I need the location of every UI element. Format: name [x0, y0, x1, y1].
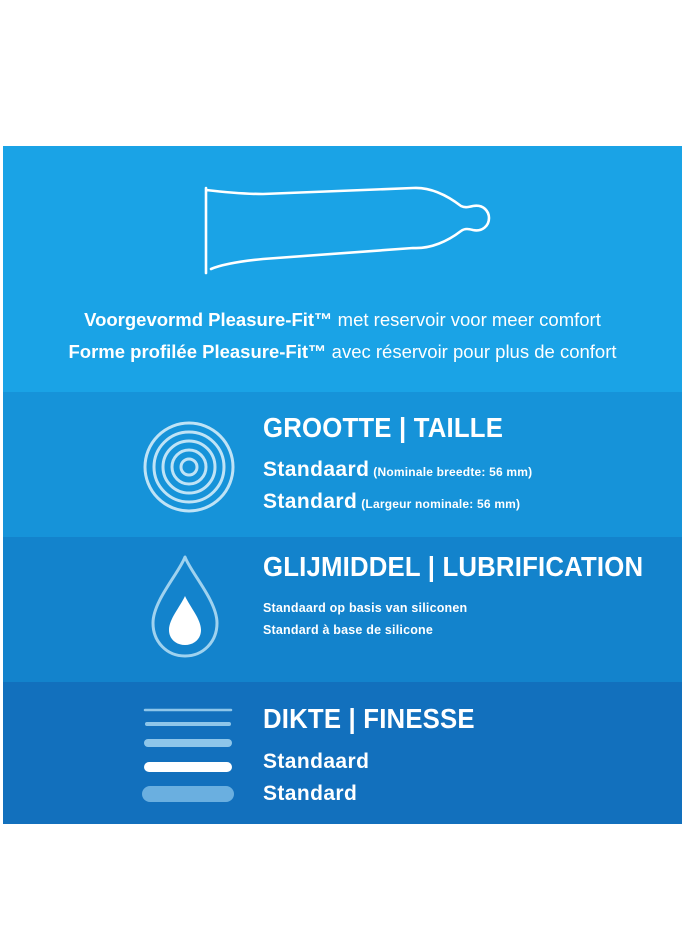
concentric-circles-icon: [141, 419, 237, 515]
lubrication-nl-text: Standaard op basis van siliconen: [263, 601, 468, 615]
feature-text-fr-bold: Forme profilée Pleasure-Fit™: [68, 341, 327, 362]
thickness-panel: [3, 682, 682, 824]
size-nl-line: [263, 458, 532, 482]
feature-panel: [3, 146, 682, 392]
condom-shape-icon: [203, 184, 493, 279]
feature-text-nl-bold: Voorgevormd Pleasure-Fit™: [84, 309, 333, 330]
lubrication-panel: [3, 537, 682, 682]
size-nl-note: (Nominale breedte: 56 mm): [373, 465, 533, 479]
droplet-icon: [149, 553, 221, 661]
thickness-nl-value: Standaard: [263, 750, 370, 773]
feature-text-fr: [3, 336, 682, 368]
size-fr-value: Standard: [263, 490, 358, 513]
thickness-title: DIKTE | FINESSE: [263, 703, 475, 734]
size-fr-line: [263, 490, 520, 514]
size-fr-note: (Largeur nominale: 56 mm): [361, 497, 521, 511]
feature-text-fr-rest: avec réservoir pour plus de confort: [326, 341, 617, 362]
lubrication-title: GLIJMIDDEL | LUBRIFICATION: [263, 551, 644, 582]
size-nl-value: Standaard: [263, 458, 370, 481]
size-panel: [3, 392, 682, 537]
feature-text-nl-rest: met reservoir voor meer comfort: [332, 309, 601, 330]
lubrication-fr-text: Standard à base de silicone: [263, 623, 434, 637]
thickness-fr-value: Standard: [263, 782, 358, 805]
size-title: GROOTTE | TAILLE: [263, 412, 504, 443]
thickness-lines-icon: [141, 706, 237, 806]
feature-text-nl: [3, 304, 682, 336]
